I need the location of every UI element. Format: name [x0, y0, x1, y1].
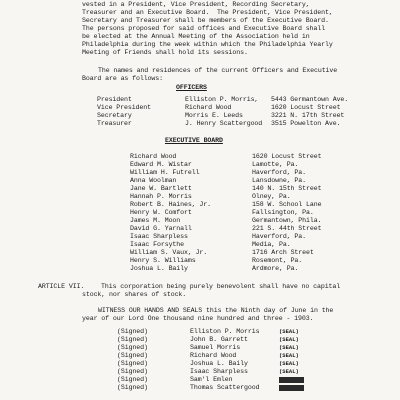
board-member-address: Lansdowne, Pa. [252, 177, 306, 184]
witness-line: year of our Lord One thousand nine hundred and three - 1903. [82, 315, 314, 322]
board-member-name: Isaac Forsythe [130, 241, 184, 248]
board-member-name: Isaac Sharpless [130, 233, 188, 240]
board-member-address: Lamotte, Pa. [252, 161, 299, 168]
officer-title: Secretary [97, 112, 132, 119]
signatory-name: Elliston P. Morris [190, 328, 260, 335]
board-member-address: 1716 Arch Street [252, 249, 314, 256]
board-member-address: Germantown, Phila. [252, 217, 322, 224]
board-member-address: Ardmore, Pa. [252, 265, 299, 272]
signatory-name: Richard Wood [190, 352, 237, 359]
signed-label: (Signed) [117, 376, 148, 383]
signatory-name: John B. Garrett [190, 336, 248, 343]
officer-name: Richard Wood [185, 104, 232, 111]
officers-heading: OFFICERS [176, 84, 207, 91]
witness-line: WITNESS OUR HANDS AND SEALS this the Ninth day of June in the [98, 307, 334, 314]
seal-mark-obscured [279, 377, 304, 383]
article-vii-line: This corporation being purely benevolent shall have no capital [101, 283, 341, 290]
officer-name: Morris E. Leeds [185, 112, 243, 119]
board-member-name: James M. Moon [130, 217, 181, 224]
officers-intro-line: Board are as follows: [82, 75, 163, 82]
board-member-address: Haverford, Pa. [252, 233, 306, 240]
board-member-address: Haverford, Pa. [252, 169, 306, 176]
article-vii-label: ARTICLE VII. [38, 283, 85, 290]
board-member-name: Richard Wood [130, 153, 177, 160]
board-member-address: Olney, Pa. [252, 193, 291, 200]
seal-mark-obscured [279, 385, 304, 391]
article-vi-line: be elected at the Annual Meeting of the Association held in [82, 33, 310, 40]
board-member-name: Henry W. Comfort [130, 209, 192, 216]
article-vi-line: Meeting of Friends shall hold its sessions. [82, 49, 248, 56]
board-member-address: Rosemont, Pa. [252, 257, 303, 264]
board-member-name: David G. Yarnall [130, 225, 192, 232]
officer-title: President [97, 96, 132, 103]
seal-mark: (SEAL) [279, 368, 299, 375]
signatory-name: Sam'l Emlen [190, 376, 233, 383]
seal-mark: (SEAL) [279, 328, 299, 335]
signed-label: (Signed) [117, 360, 148, 367]
officer-address: 1620 Locust Street [271, 104, 341, 111]
signed-label: (Signed) [117, 336, 148, 343]
signatory-name: Isaac Sharpless [190, 368, 248, 375]
board-member-address: 140 N. 15th Street [252, 185, 322, 192]
board-member-name: William S. Vaux, Jr. [130, 249, 208, 256]
signatory-name: Samuel Morris [190, 344, 241, 351]
board-member-name: Anna Woolman [130, 177, 177, 184]
signed-label: (Signed) [117, 352, 148, 359]
officer-title: Vice President [97, 104, 151, 111]
article-vi-line: Philadelphia during the week within which the Philadelphia Yearly [82, 41, 333, 48]
board-member-name: Robert B. Haines, Jr. [130, 201, 211, 208]
officer-name: J. Henry Scattergood [185, 120, 263, 127]
article-vi-line: Treasurer and an Executive Board. The President, Vice President, [82, 9, 333, 16]
board-member-address: Fallsington, Pa. [252, 209, 314, 216]
article-vii-line: stock, nor shares of stock. [82, 291, 187, 298]
seal-mark: (SEAL) [279, 344, 299, 351]
board-member-name: Hannah P. Morris [130, 193, 192, 200]
board-member-address: 221 S. 44th Street [252, 225, 322, 232]
signed-label: (Signed) [117, 344, 148, 351]
seal-mark: (SEAL) [279, 352, 299, 359]
board-member-name: Henry S. Williams [130, 257, 196, 264]
officer-address: 3221 N. 17th Street [271, 112, 345, 119]
board-member-address: 1620 Locust Street [252, 153, 322, 160]
board-member-address: 158 W. School Lane [252, 201, 322, 208]
article-vi-line: Secretary and Treasurer shall be members of the Executive Board. [82, 17, 329, 24]
officer-name: Elliston P. Morris, [185, 96, 259, 103]
signed-label: (Signed) [117, 384, 148, 391]
seal-mark: (SEAL) [279, 336, 299, 343]
officer-title: Treasurer [97, 120, 132, 127]
board-member-name: William H. Futrell [130, 169, 200, 176]
signatory-name: Thomas Scattergood [190, 384, 260, 391]
board-member-name: Joshua L. Baily [130, 265, 188, 272]
board-member-name: Edward M. Wistar [130, 161, 192, 168]
officer-address: 5443 Germantown Ave. [271, 96, 349, 103]
article-vi-line: vested in a President, Vice President, Recording Secretary, [82, 1, 310, 8]
board-member-address: Media, Pa. [252, 241, 291, 248]
officers-intro-line: The names and residences of the current Officers and Executive [98, 67, 338, 74]
article-vi-line: The persons proposed for said offices and Executive Board shall [82, 25, 325, 32]
signed-label: (Signed) [117, 368, 148, 375]
executive-board-heading: EXECUTIVE BOARD [165, 137, 223, 144]
officer-address: 3515 Powelton Ave. [271, 120, 341, 127]
signatory-name: Joshua L. Baily [190, 360, 248, 367]
board-member-name: Jane W. Bartlett [130, 185, 192, 192]
seal-mark: (SEAL) [279, 360, 299, 367]
signed-label: (Signed) [117, 328, 148, 335]
